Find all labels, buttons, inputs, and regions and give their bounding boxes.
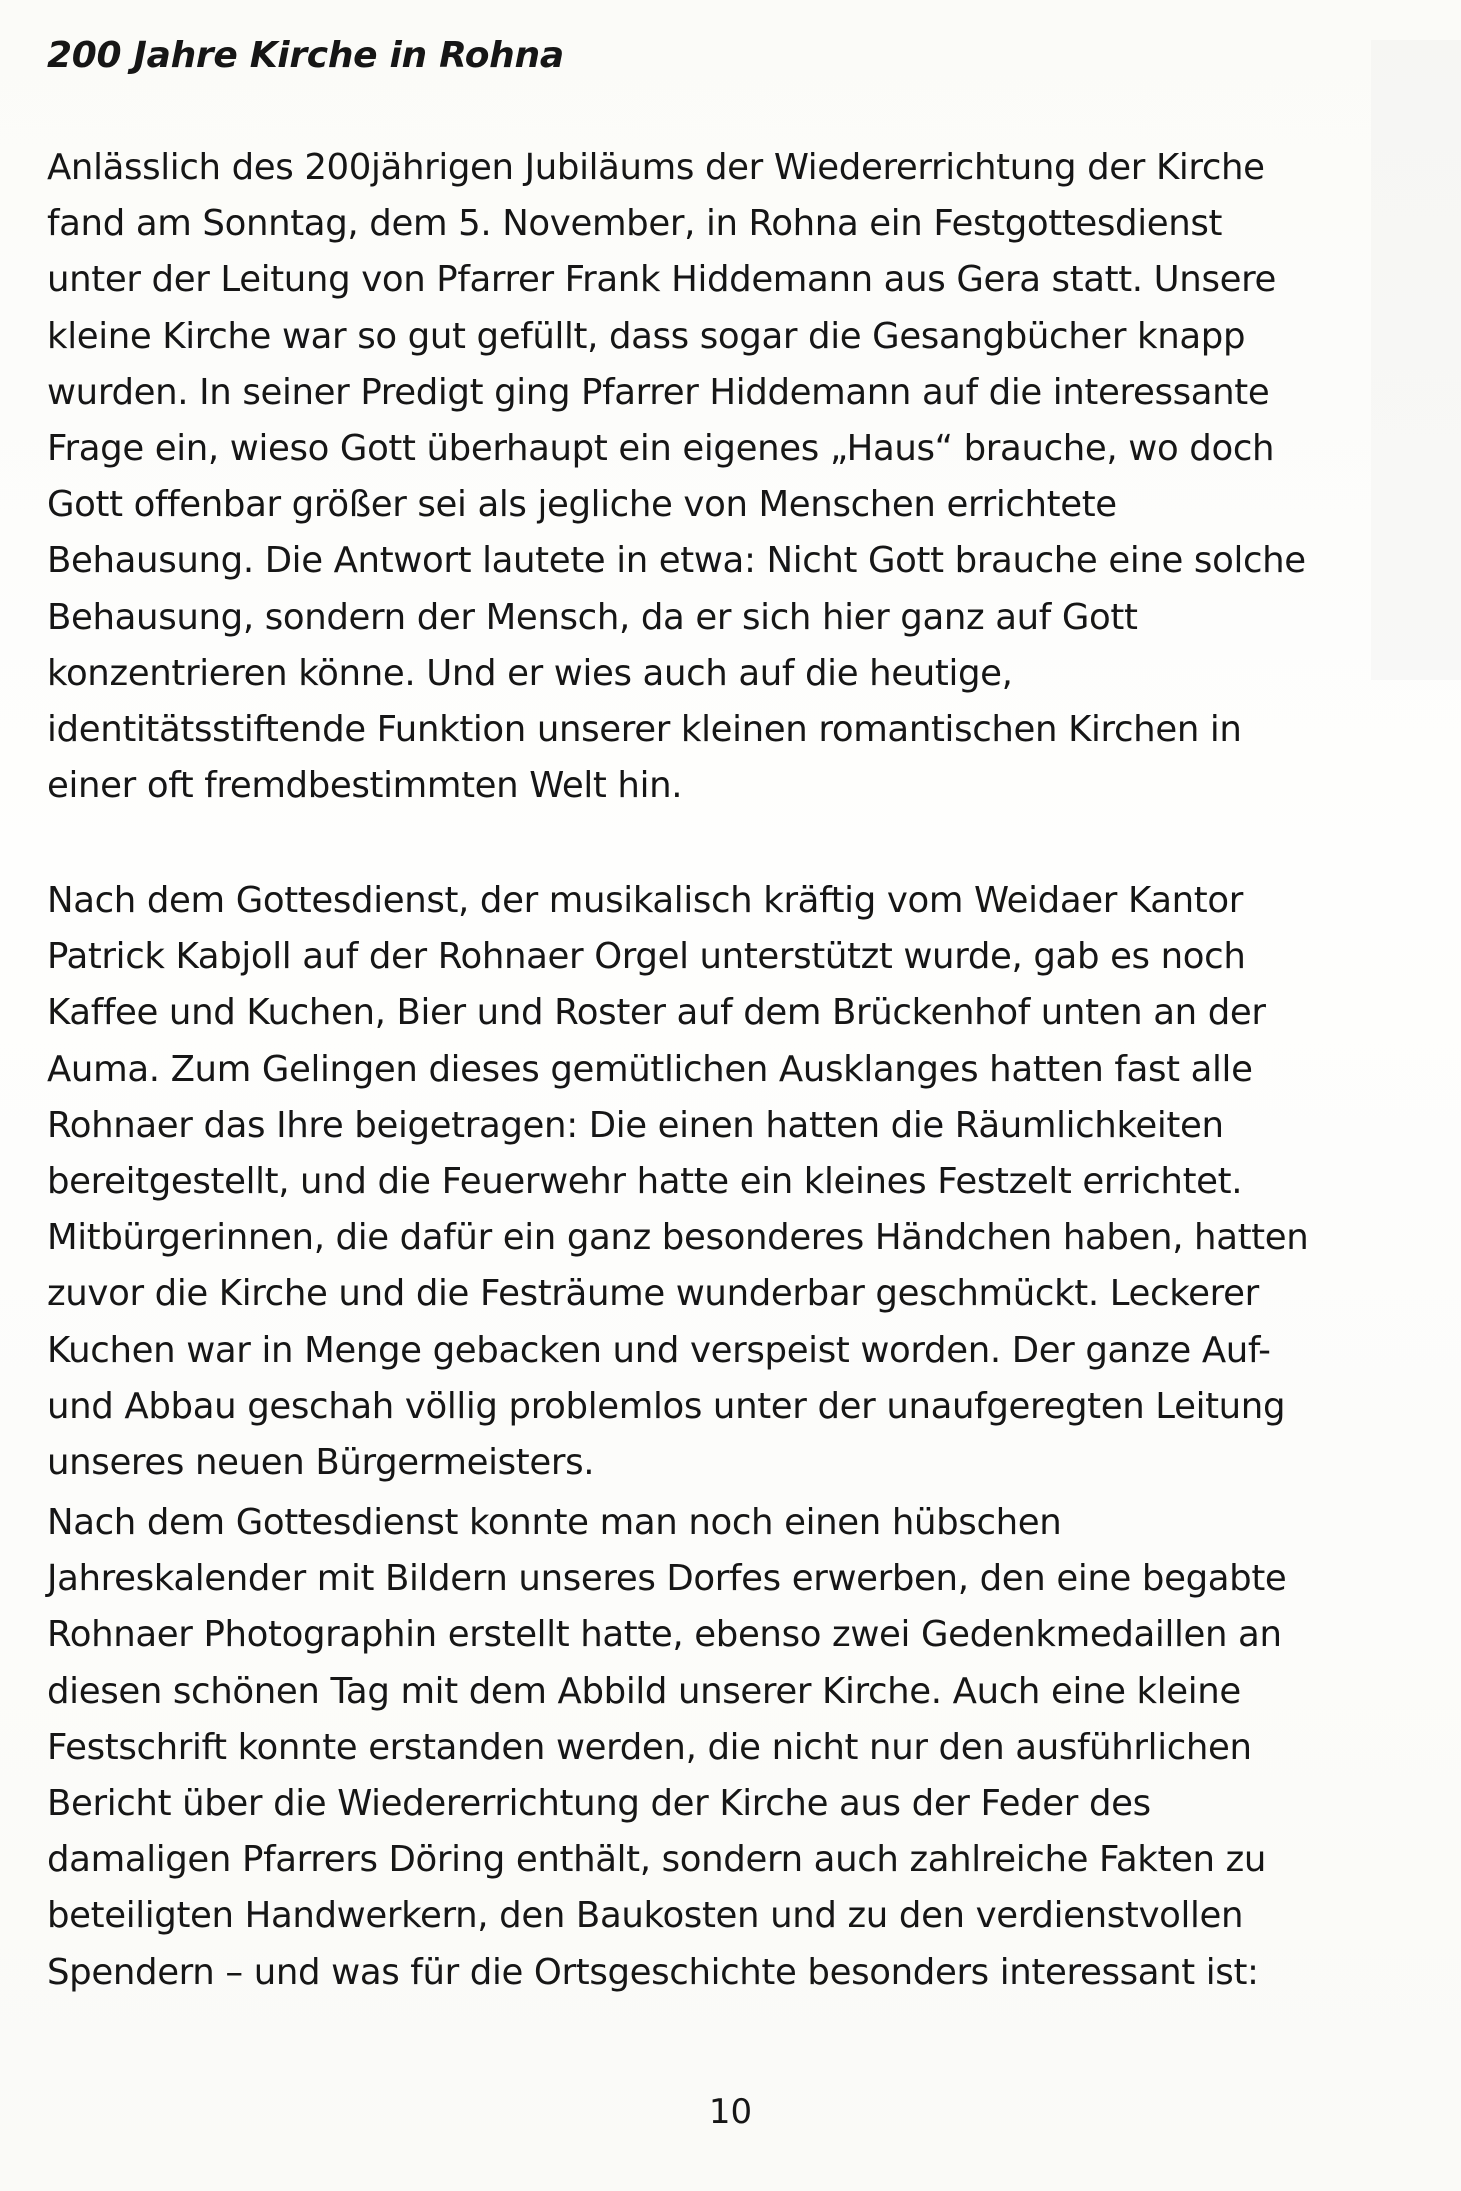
text-line: Behausung. Die Antwort lautete in etwa: Nicht Gott brauche eine solche [47,540,1306,582]
text-line: Patrick Kabjoll auf der Rohnaer Orgel unterstützt wurde, gab es noch [47,936,1246,978]
paragraph-2 [47,873,1437,1491]
text-line: Kuchen war in Menge gebacken und verspeist worden. Der ganze Auf- [47,1329,1271,1371]
text-line: Nach dem Gottesdienst, der musikalisch kräftig vom Weidaer Kantor [47,880,1243,921]
text-line: fand am Sonntag, dem 5. November, in Rohna ein Festgottesdienst [47,203,1223,245]
text-line: Bericht über die Wiedererrichtung der Kirche aus der Feder des [47,1782,1151,1824]
text-line: diesen schönen Tag mit dem Abbild unserer Kirche. Auch eine kleine [47,1670,1241,1712]
text-line: Anlässlich des 200jährigen Jubiläums der Wiedererrichtung der Kirche [47,147,1265,188]
text-line: Behausung, sondern der Mensch, da er sich hier ganz auf Gott [47,596,1138,638]
text-line: Frage ein, wieso Gott überhaupt ein eigenes „Haus“ brauche, wo doch [47,427,1275,469]
text-line: Jahreskalender mit Bildern unseres Dorfes erwerben, den eine begabte [47,1558,1287,1600]
text-line: einer oft fremdbestimmten Welt hin. [47,765,683,807]
text-line: und Abbau geschah völlig problemlos unter der unaufgeregten Leitung [47,1385,1286,1427]
text-line: Spendern – und was für die Ortsgeschichte besonders interessant ist: [47,1951,1259,1993]
text-line: unter der Leitung von Pfarrer Frank Hiddemann aus Gera statt. Unsere [47,259,1277,301]
article-title: 200 Jahre Kirche in Rohna [47,35,564,76]
text-line: damaligen Pfarrers Döring enthält, sondern auch zahlreiche Fakten zu [47,1839,1267,1881]
text-line: wurden. In seiner Predigt ging Pfarrer Hiddemann auf die interessante [47,371,1270,413]
text-line: konzentrieren könne. Und er wies auch auf die heutige, [47,652,1013,694]
page-number: 10 [708,2092,753,2132]
text-line: Rohnaer das Ihre beigetragen: Die einen hatten die Räumlichkeiten [47,1104,1224,1146]
text-line: Mitbürgerinnen, die dafür ein ganz besonderes Händchen haben, hatten [47,1217,1309,1259]
text-line: Kaffee und Kuchen, Bier und Roster auf dem Brückenhof unten an der [47,992,1266,1034]
text-line: Gott offenbar größer sei als jegliche von Menschen errichtete [47,484,1117,526]
text-line: identitätsstiftende Funktion unserer kleinen romantischen Kirchen in [47,708,1242,750]
text-line: Auma. Zum Gelingen dieses gemütlichen Ausklanges hatten fast alle [47,1048,1253,1090]
paragraph-3 [47,1495,1437,2001]
text-line: Festschrift konnte erstanden werden, die nicht nur den ausführlichen [47,1726,1252,1768]
text-line: Rohnaer Photographin erstellt hatte, ebenso zwei Gedenkmedaillen an [47,1614,1282,1656]
text-line: zuvor die Kirche und die Festräume wunderbar geschmückt. Leckerer [47,1273,1259,1315]
text-line: unseres neuen Bürgermeisters. [47,1441,595,1483]
paragraph-1 [47,140,1437,814]
text-line: beteiligten Handwerkern, den Baukosten und zu den verdienstvollen [47,1895,1244,1937]
text-line: Nach dem Gottesdienst konnte man noch einen hübschen [47,1502,1062,1543]
text-line: kleine Kirche war so gut gefüllt, dass sogar die Gesangbücher knapp [47,315,1246,357]
text-line: bereitgestellt, und die Feuerwehr hatte ein kleines Festzelt errichtet. [47,1160,1243,1202]
